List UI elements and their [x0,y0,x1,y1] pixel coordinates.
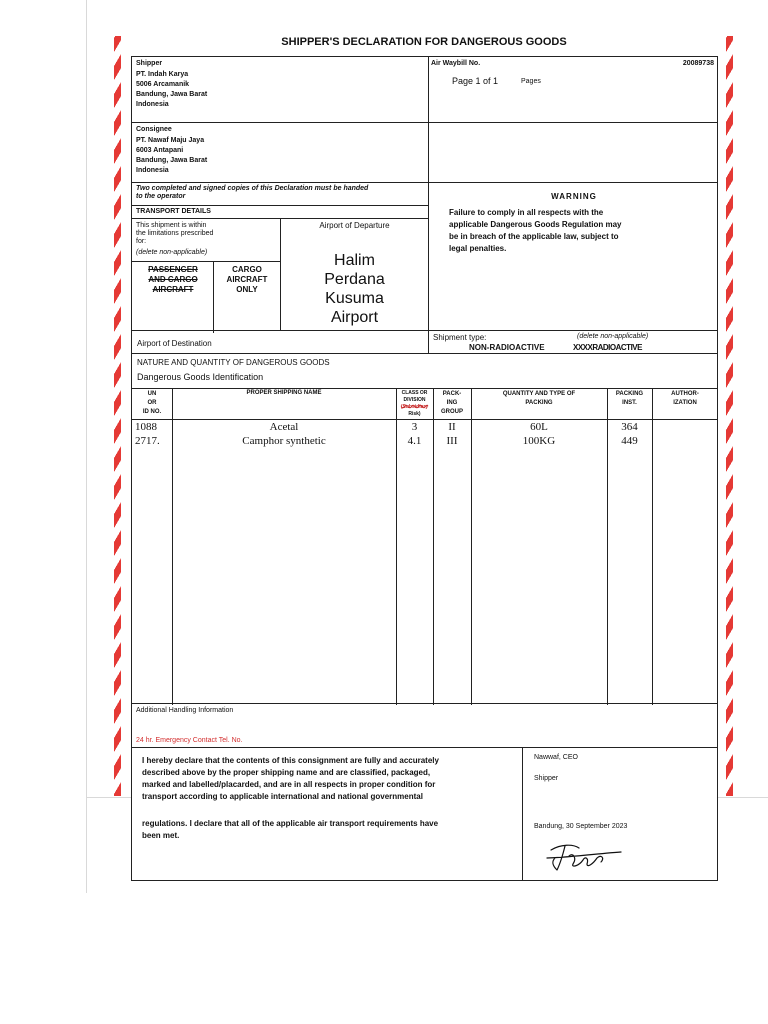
header-packing-inst [607,390,652,408]
signatory-role: Shipper [534,775,559,782]
viewer-guide-left [86,0,87,893]
limitations-line: the limitations prescribed [136,230,214,237]
declaration-line: described above by the proper shipping name and are classified, packaged, [142,768,431,777]
cargo-aircraft-option [214,265,280,295]
passenger-line: AND CARGO [148,275,198,284]
handling-label: Additional Handling Information [136,707,234,714]
header-pi-line: INST. [622,400,637,406]
warning-line: be in breach of the applicable law, subject to [449,232,619,241]
shipper-label: Shipper [136,60,163,67]
shipper-line: Bandung, Jawa Barat [136,91,208,98]
row-qty: 60L [530,421,548,433]
shipment-type-box [428,330,718,354]
row-pi: 449 [621,435,638,447]
dangerous-goods-declaration [131,36,718,881]
col-divider [652,389,653,705]
non-radioactive-option: NON-RADIOACTIVE [469,343,545,352]
header-authorization [652,390,718,408]
consignee-line: 6003 Antapani [136,147,184,154]
header-class [396,390,433,418]
warning-box [428,182,718,331]
header-pi-line: PACKING [615,391,644,397]
nature-header-box [132,353,718,389]
transport-header-box [132,205,429,219]
row-pg: III [446,435,458,447]
consignee-right-box [428,122,718,183]
row-pg: II [448,421,456,433]
signatory-name: Nawwaf, CEO [534,754,578,761]
hatch-border-right [726,36,733,796]
passenger-aircraft-option [136,265,210,295]
consignee-box [132,122,429,183]
row-name: Acetal [269,421,299,433]
copies-note-box [132,182,429,206]
warning-line: applicable Dangerous Goods Regulation may [449,220,622,229]
header-auth-line: IZATION [673,400,697,406]
signatory-box [522,747,718,880]
air-waybill-label: Air Waybill No. [431,60,481,67]
departure-airport-name [281,251,428,327]
row-pi: 364 [621,421,638,433]
air-waybill-box [428,57,718,123]
warning-line: legal penalties. [449,244,507,253]
destination-label: Airport of Destination [137,339,212,348]
header-un-line: ID NO. [142,409,162,415]
header-pg-line: GROUP [440,409,463,415]
header-class-line: DIVISION [403,397,426,403]
passenger-line: AIRCRAFT [152,285,194,294]
declaration-bottom [142,818,438,842]
row-class: 4.1 [407,435,422,447]
shipper-box [132,57,429,123]
declaration-top [142,755,439,803]
nature-header: NATURE AND QUANTITY OF DANGEROUS GOODS [137,358,330,367]
air-waybill-number: 20089738 [682,60,714,67]
limitations-line: This shipment is within [136,222,207,229]
nature-subheader: Dangerous Goods Identification [137,372,264,382]
handwritten-signature [543,836,623,876]
row-class: 3 [411,421,418,433]
cargo-line: ONLY [236,285,258,294]
passenger-line: PASSENGER [148,265,198,274]
limitations-box [132,218,281,331]
header-un [132,390,172,417]
dg-table [132,388,718,704]
hatch-border-left [114,36,121,796]
consignee-label: Consignee [136,126,172,133]
destination-box [132,330,429,354]
departure-name-line: Halim [334,252,375,269]
header-un-line: UN [147,391,157,397]
handling-box [132,703,718,748]
header-packing-group [433,390,471,417]
radioactive-option-struck: XXXXRADIOACTIVE [573,343,642,352]
header-divider [132,419,718,420]
departure-box [280,218,429,331]
consignee-line: PT. Nawaf Maju Jaya [136,137,205,144]
row-un: 2717. [135,435,160,447]
warning-text [449,207,621,255]
cargo-line: CARGO [232,265,262,274]
departure-name-line: Airport [330,309,379,326]
departure-name-line: Kusuma [325,290,384,307]
cargo-line: AIRCRAFT [226,275,268,284]
declaration-line: transport according to applicable international and national governmental [142,792,423,801]
row-un: 1088 [135,421,157,433]
signatory-place-date: Bandung, 30 September 2023 [534,823,628,830]
declaration-box [132,747,523,880]
delete-note: (delete non-applicable) [136,249,208,256]
consignee-line: Indonesia [136,167,169,174]
declaration-line: been met. [142,831,180,840]
departure-name-line: Perdana [324,271,385,288]
declaration-line: marked and labelled/placarded, and are in all respects in proper condition for [142,780,436,789]
page-count-suffix: Pages [521,78,541,85]
header-quantity [471,390,607,408]
header-pg-line: ING [446,400,458,406]
header-auth-line: AUTHOR- [671,391,699,397]
declaration-line: regulations. I declare that all of the applicable air transport requirements have [142,819,439,828]
limitations-line: for: [136,238,147,245]
header-pg-line: PACK- [442,391,462,397]
header-qty-line: PACKING [525,400,553,406]
header-class-line: CLASS OR [401,390,428,396]
header-un-line: OR [147,400,157,406]
shipper-line: Indonesia [136,101,169,108]
page-title: SHIPPER'S DECLARATION FOR DANGEROUS GOODS [281,36,567,48]
aircraft-type-row [131,261,281,332]
header-class-line: (Subsidiary [400,404,429,410]
emergency-contact: 24 hr. Emergency Contact Tel. No. [136,737,243,744]
declaration-line: I hereby declare that the contents of this consignment are fully and accurately [142,756,439,765]
page-count: Page 1 of 1 [452,76,499,86]
transport-header: TRANSPORT DETAILS [136,208,211,215]
copies-note: Two completed and signed copies of this Declaration must be handed to the operator [136,185,369,200]
warning-line: Failure to comply in all respects with the [449,208,604,217]
header-proper-shipping-name: PROPER SHIPPING NAME [246,390,322,396]
departure-label: Airport of Departure [319,221,390,230]
shipper-line: 5006 Arcamanik [136,81,190,88]
warning-title: WARNING [551,192,597,201]
shipper-line: PT. Indah Karya [136,71,189,78]
row-name: Camphor synthetic [242,435,326,447]
row-qty: 100KG [522,435,556,447]
shipment-delete-note: (delete non-applicable) [577,333,649,340]
header-class-line: Risk) [408,411,421,417]
consignee-line: Bandung, Jawa Barat [136,157,208,164]
shipment-type-label: Shipment type: [433,333,487,342]
header-qty-line: QUANTITY AND TYPE OF [502,391,576,397]
